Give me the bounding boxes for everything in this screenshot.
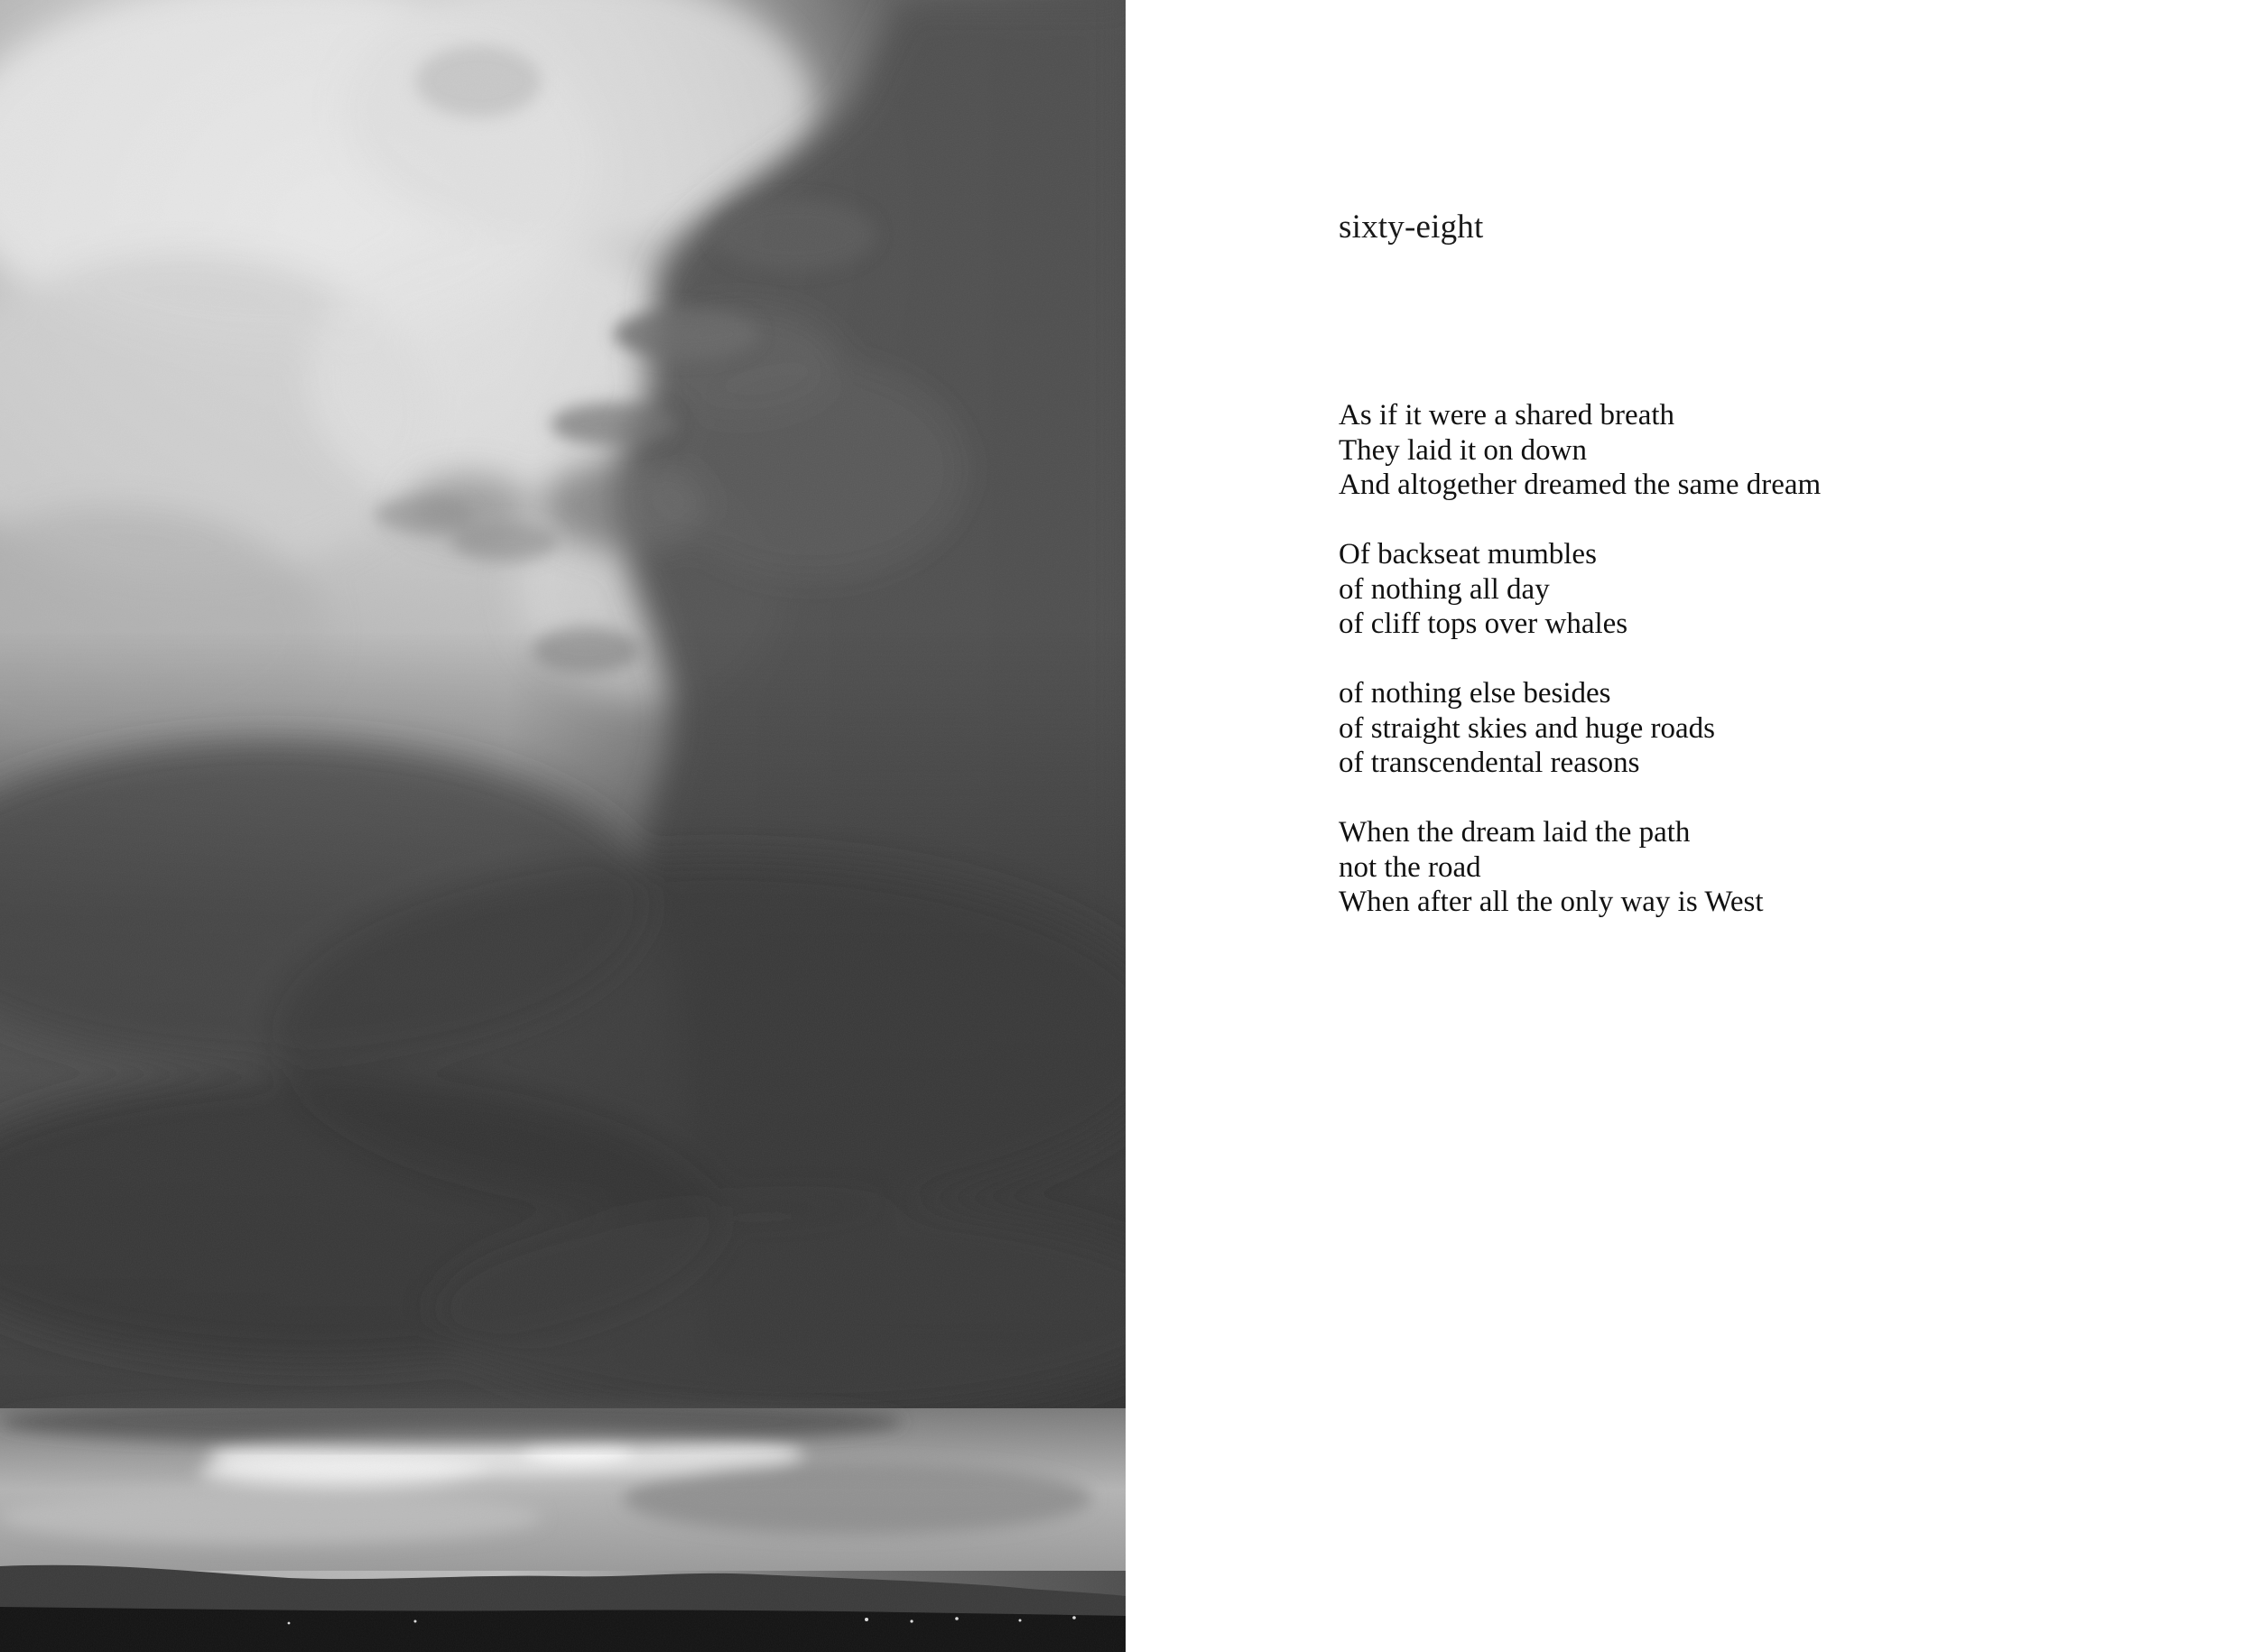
stanza: [1339, 398, 1821, 503]
poem-line: of straight skies and huge roads: [1339, 711, 1715, 745]
poem-line: of nothing else besides: [1339, 677, 1611, 710]
poem-body: [1339, 398, 1821, 920]
stanza: [1339, 537, 1821, 642]
poem-line: of transcendental reasons: [1339, 747, 1640, 779]
text-page: [1126, 0, 2244, 1652]
stanza: [1339, 815, 1821, 920]
poem-line: They laid it on down: [1339, 433, 1587, 467]
poem-line: of cliff tops over whales: [1339, 608, 1628, 640]
poem-line: Of backseat mumbles: [1339, 538, 1597, 571]
poem-line: not the road: [1339, 850, 1481, 884]
poem-line: When the dream laid the path: [1339, 816, 1691, 849]
poem-line: of nothing all day: [1339, 572, 1550, 606]
poem-line: As if it were a shared breath: [1339, 399, 1675, 432]
stanza: [1339, 676, 1821, 781]
poem-title: sixty-eight: [1339, 209, 1484, 246]
poem-line: When after all the only way is West: [1339, 886, 1764, 918]
poem-line: And altogether dreamed the same dream: [1339, 469, 1822, 501]
